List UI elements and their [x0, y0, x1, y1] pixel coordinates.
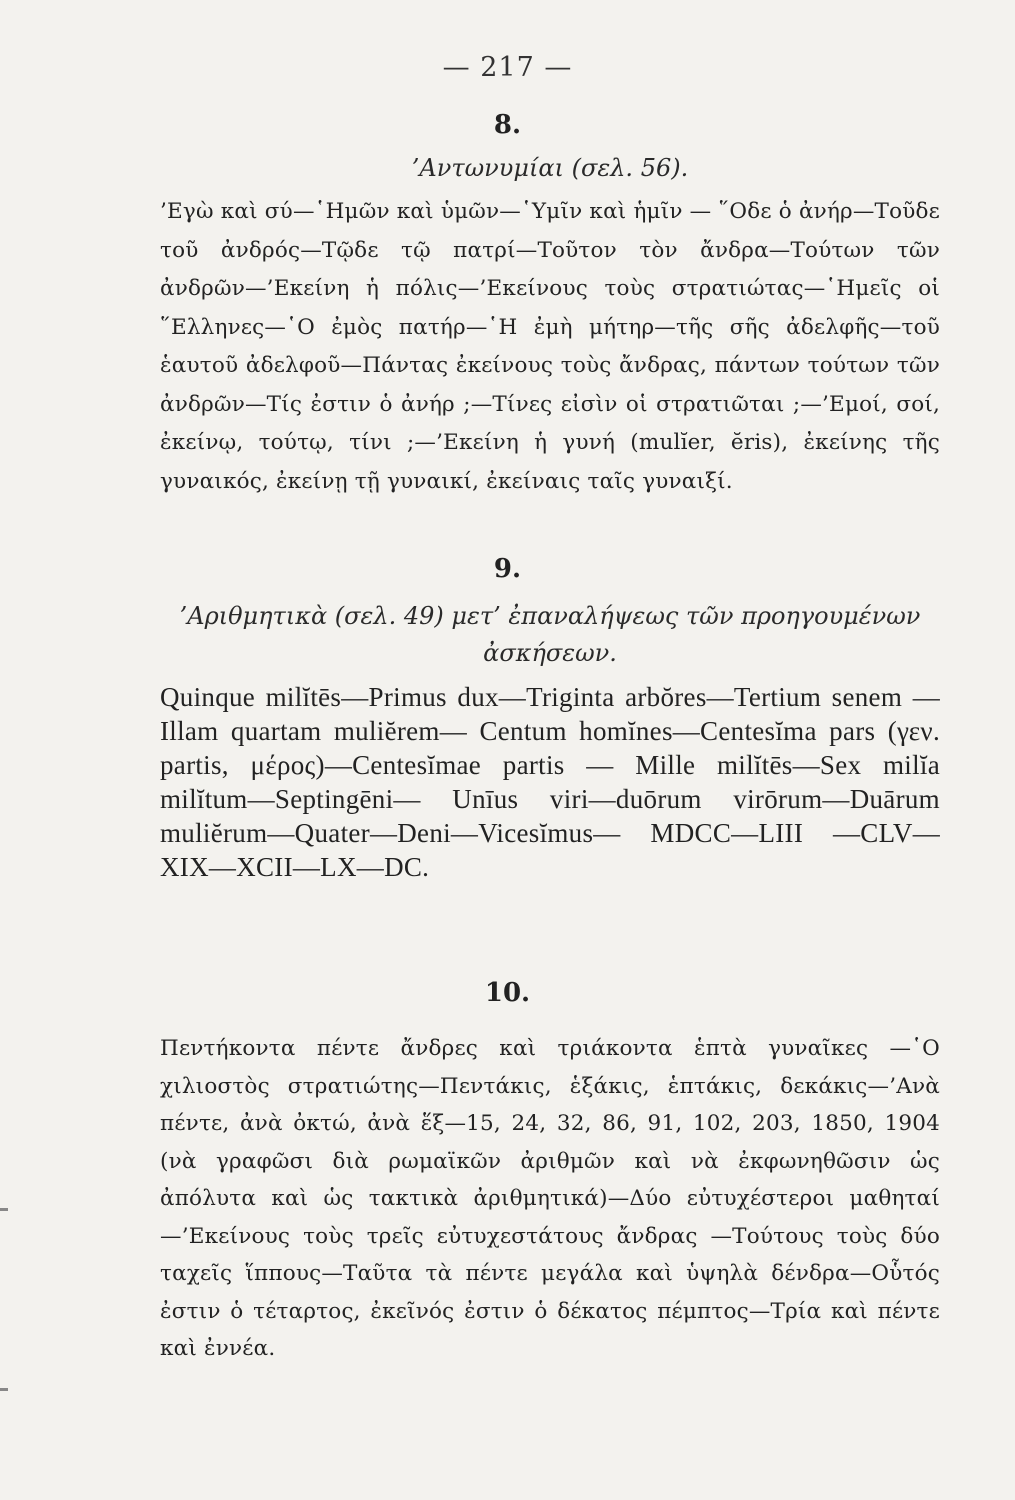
page-number: — 217 — [442, 52, 573, 83]
section-8-number: 8. [493, 110, 522, 140]
section-10-body [160, 1030, 940, 1390]
margin-mark [0, 1388, 8, 1391]
section-8-text: ’Εγὼ καὶ σύ—῾Ημῶν καὶ ὑμῶν—῾Υμῖν καὶ ἡμῖν — ῞Οδε ὁ ἀνήρ—Τοῦδε τοῦ ἀνδρός—Τῷδε τῷ πατρί—Τοῦτον τὸν ἄνδρα—Τούτων τῶν ἀνδρῶν—’Εκείνη ἡ πόλις—’Εκείνους τοὺς στρατιώτας—῾Ημεῖς οἱ ῞Ελληνες—῾Ο ἐμὸς πατήρ—῾Η ἐμὴ μήτηρ—τῆς σῆς ἀδελφῆς—τοῦ ἑαυτοῦ ἀδελφοῦ—Πάντας ἐκείνους τοὺς ἄνδρας, πάντων τούτων τῶν ἀνδρῶν—Τίς ἐστιν ὁ ἀνήρ ;—Τίνες εἰσὶν οἱ στρατιῶται ;—’Εμοί, σοί, ἐκείνῳ, τούτῳ, τίνι ;—’Εκείνη ἡ γυνή (mulĭer, ĕris), ἐκείνης τῆς γυναικός, ἐκείνῃ τῇ γυναικί, ἐκείναις ταῖς γυναιξί. [160, 199, 940, 494]
section-10-text: Πεντήκοντα πέντε ἄνδρες καὶ τριάκοντα ἑπτὰ γυναῖκες —῾Ο χιλιοστὸς στρατιώτης—Πεντάκις, ἑξάκις, ἑπτάκις, δεκάκις—’Ανὰ πέντε, ἀνὰ ὀκτώ, ἀνὰ ἕξ—15, 24, 32, 86, 91, 102, 203, 1850, 1904 (νὰ γραφῶσι διὰ ρωμαϊκῶν ἀριθμῶν καὶ νὰ ἐκφωνηθῶσιν ὡς ἀπόλυτα καὶ ὡς τακτικὰ ἀριθμητικά)—Δύο εὐτυχέστεροι μαθηταί—’Εκείνους τοὺς τρεῖς εὐτυχεστάτους ἄνδρας —Τούτους τοὺς δύο ταχεῖς ἵππους—Ταῦτα τὰ πέντε μεγάλα καὶ ὑψηλὰ δένδρα—Οὗτός ἐστιν ὁ τέταρτος, ἐκεῖνός ἐστιν ὁ δέκατος πέμπτος—Τρία καὶ πέντε καὶ ἐννέα. [160, 1036, 940, 1361]
section-9-text: Quinque milĭtēs—Primus dux—Triginta arbŏres—Tertium senem —Illam quartam muliĕrem— Centum homĭnes—Centesĭma pars (γεν. partis, μέρος)—Centesĭmae partis — Mille milĭtēs—Sex milĭa milĭtum—Septingēni— Unīus viri—duōrum virōrum—Duārum muliĕrum—Quater—Deni—Vicesĭmus— MDCC—LIII —CLV—XIX—XCII—LX—DC. [160, 682, 940, 882]
margin-mark [0, 1208, 8, 1211]
section-9-number: 9. [493, 554, 522, 584]
section-8-heading: ’Αντωνυμίαι (σελ. 56). [411, 154, 689, 182]
section-9-body [160, 680, 940, 950]
section-10-number: 10. [484, 978, 531, 1008]
section-8-body [160, 193, 940, 553]
section-9-heading: ’Αριθμητικὰ (σελ. 49) μετ’ ἐπαναλήψεως τῶν προηγουμένων ἀσκήσεων. [179, 602, 921, 667]
